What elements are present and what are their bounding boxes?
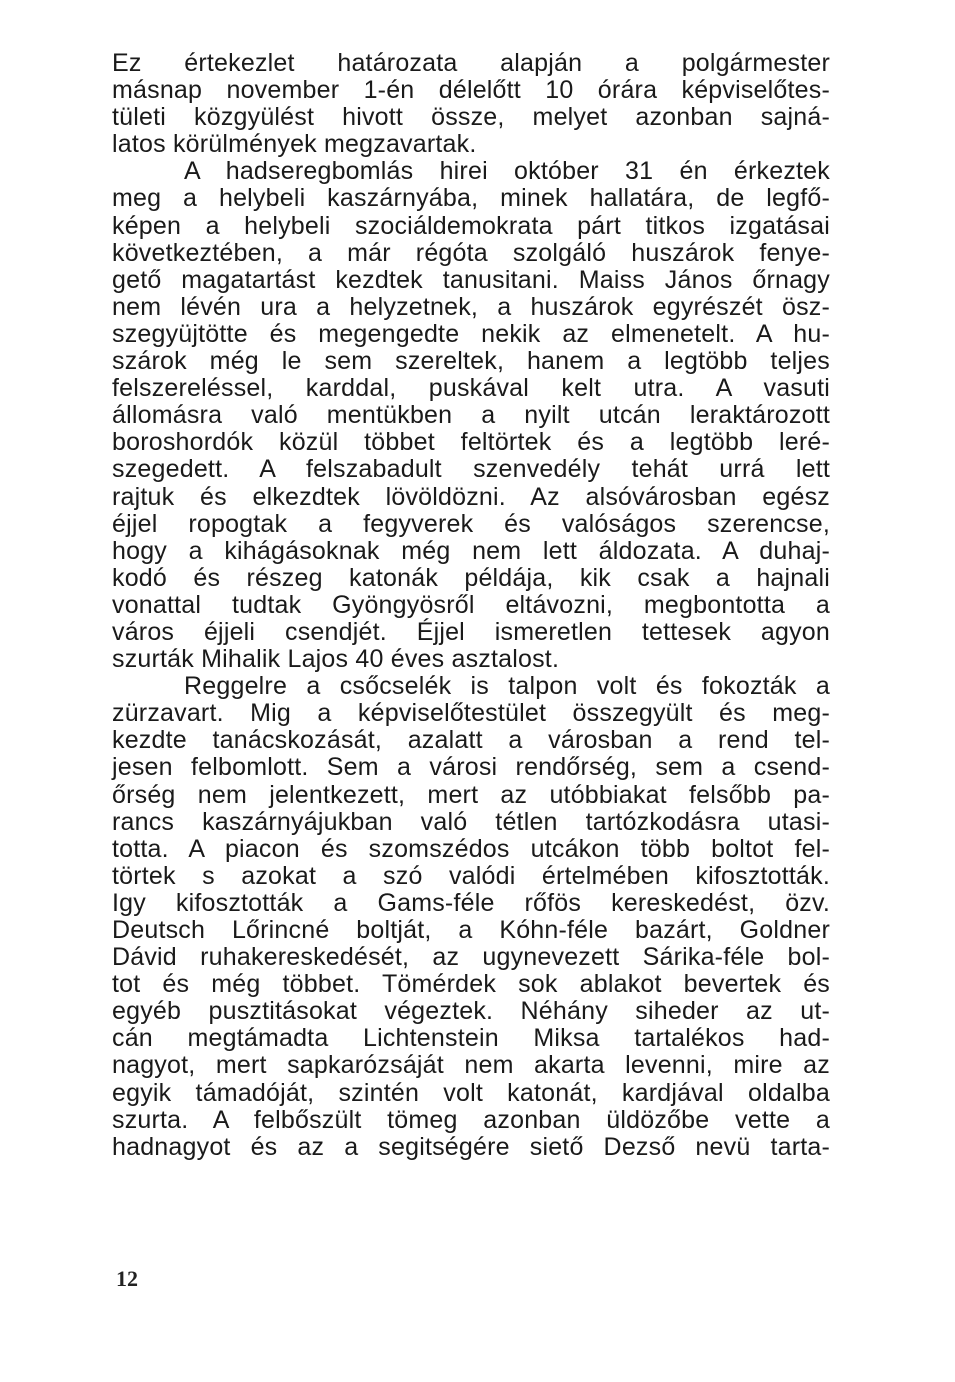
text-line: zürzavart. Mig a képviselőtestület összegyült és meg- xyxy=(112,699,830,728)
text-line: hogy a kihágásoknak még nem lett áldozata. A duhaj- xyxy=(112,536,830,565)
text-line: őrség nem jelentkezett, mert az utóbbiakat felsőbb pa- xyxy=(112,780,830,809)
text-line: tot és még többet. Tömérdek sok ablakot bevertek és xyxy=(112,970,830,999)
text-line: rajtuk és elkezdtek lövöldözni. Az alsóvárosban egész xyxy=(112,482,830,511)
document-page xyxy=(112,50,830,1161)
paragraph-start-line: Reggelre a csőcselék is talpon volt és fokozták a xyxy=(184,672,830,701)
text-line: kodó és részeg katonák példája, kik csak a hajnali xyxy=(112,563,830,592)
text-line: meg a helybeli kaszárnyába, minek hallatára, de legfő- xyxy=(112,184,830,213)
text-line: egyéb pusztitásokat végeztek. Néhány siheder az ut- xyxy=(112,997,830,1026)
text-line: egyik támadóját, szintén volt katonát, kardjával oldalba xyxy=(112,1078,830,1107)
text-line: Deutsch Lőrincné boltját, a Kóhn-féle bazárt, Goldner xyxy=(112,916,830,944)
text-line: szurták Mihalik Lajos 40 éves asztalost. xyxy=(112,645,560,674)
text-line: kezdte tanácskozását, azalatt a városban a rend tel- xyxy=(112,726,830,755)
text-line: vonattal tudtak Gyöngyösről eltávozni, megbontotta a xyxy=(112,590,830,619)
text-line: város éjjeli csendjét. Éjjel ismeretlen tettesek agyon xyxy=(112,617,830,646)
text-line: hadnagyot és az a segitségére siető Dezső nevü tarta- xyxy=(112,1132,830,1161)
text-line: boroshordók közül többet feltörtek és a legtöbb leré- xyxy=(112,428,830,457)
text-line: szurta. A felbőszült tömeg azonban üldözőbe vette a xyxy=(112,1105,830,1134)
text-line: Ez értekezlet határozata alapján a polgármester xyxy=(112,49,830,77)
text-line: képen a helybeli szociáldemokrata párt titkos izgatásai xyxy=(112,211,830,240)
text-line: tületi közgyülést hivott össze, melyet azonban sajná- xyxy=(112,103,830,132)
text-line: felszereléssel, karddal, puskával kelt utra. A vasuti xyxy=(112,374,830,403)
text-line: latos körülmények megzavartak. xyxy=(112,130,477,159)
text-line: nagyot, mert sapkarózsáját nem akarta levenni, mire az xyxy=(112,1051,830,1080)
text-line: jesen felbomlott. Sem a városi rendőrség, sem a csend- xyxy=(112,753,830,782)
text-line: törtek s azokat a szó valódi értelmében kifosztották. xyxy=(112,861,830,890)
text-line: másnap november 1-én délelőtt 10 órára képviselőtes- xyxy=(112,76,830,105)
text-line: szegedett. A felszabadult szenvedély tehát urrá lett xyxy=(112,455,830,484)
text-line: éjjel ropogtak a fegyverek és valóságos szerencse, xyxy=(112,509,830,538)
text-line: állomásra való mentükben a nyilt utcán leraktározott xyxy=(112,401,830,430)
text-line: totta. A piacon és szomszédos utcákon több boltot fel- xyxy=(112,834,830,863)
text-line: következtében, a már régóta szolgáló huszárok fenye- xyxy=(112,238,830,267)
text-line: cán megtámadta Lichtenstein Miksa tartalékos had- xyxy=(112,1024,830,1053)
text-line: rancs kaszárnyájukban való tétlen tartózkodásra utasi- xyxy=(112,807,830,836)
text-line: szárok még le sem szereltek, hanem a legtöbb teljes xyxy=(112,347,830,376)
text-line: szegyüjtötte és megengedte nekik az elmenetelt. A hu- xyxy=(112,319,830,348)
text-line: nem lévén ura a helyzetnek, a huszárok egyrészét ösz- xyxy=(112,292,830,321)
paragraph-start-line: A hadseregbomlás hirei október 31 én érkeztek xyxy=(184,157,830,186)
text-line: Dávid ruhakereskedését, az ugynevezett Sárika-féle bol- xyxy=(112,943,830,972)
page-number: 12 xyxy=(116,1266,138,1291)
text-line: Igy kifosztották a Gams-féle rőfös kereskedést, özv. xyxy=(112,888,830,917)
text-line: gető magatartást kezdtek tanusitani. Maiss János őrnagy xyxy=(112,265,830,294)
